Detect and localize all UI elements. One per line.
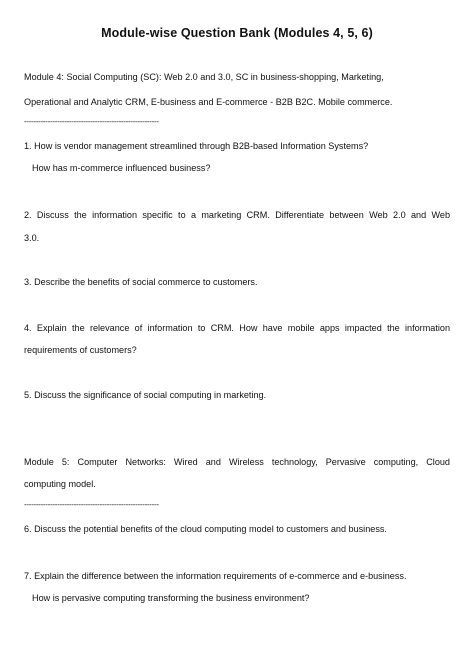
question-1-line1: 1. How is vendor management streamlined through B2B-based Information Systems?: [24, 141, 369, 151]
question-4-line1: 4. Explain the relevance of information to CRM. How have mobile apps impacted the information: [24, 323, 450, 333]
question-7-line2: How is pervasive computing transforming the business environment?: [32, 593, 310, 603]
module4-separator: ---------------------------------------------------------: [24, 117, 159, 126]
question-1-line2: How has m-commerce influenced business?: [32, 163, 211, 173]
module4-heading-line2: Operational and Analytic CRM, E-business and E-commerce - B2B B2C. Mobile commerce.: [24, 97, 393, 107]
question-6: 6. Discuss the potential benefits of the cloud computing model to customers and business.: [24, 524, 387, 534]
module4-heading-line1: Module 4: Social Computing (SC): Web 2.0 and 3.0, SC in business-shopping, Marketing,: [24, 72, 384, 82]
module5-heading-line2: computing model.: [24, 479, 96, 489]
question-3: 3. Describe the benefits of social commerce to customers.: [24, 277, 258, 287]
question-7-line1: 7. Explain the difference between the information requirements of e-commerce and e-business.: [24, 571, 407, 581]
question-5: 5. Discuss the significance of social computing in marketing.: [24, 390, 267, 400]
module5-separator: ---------------------------------------------------------: [24, 500, 159, 509]
question-4-line2: requirements of customers?: [24, 345, 137, 355]
module5-heading-line1: Module 5: Computer Networks: Wired and Wireless technology, Pervasive computing, Cloud: [24, 457, 450, 467]
page-title: Module-wise Question Bank (Modules 4, 5, 6): [101, 26, 373, 40]
question-2-line2: 3.0.: [24, 233, 40, 243]
question-2-line1: 2. Discuss the information specific to a marketing CRM. Differentiate between Web 2.0 and Web: [24, 210, 450, 220]
